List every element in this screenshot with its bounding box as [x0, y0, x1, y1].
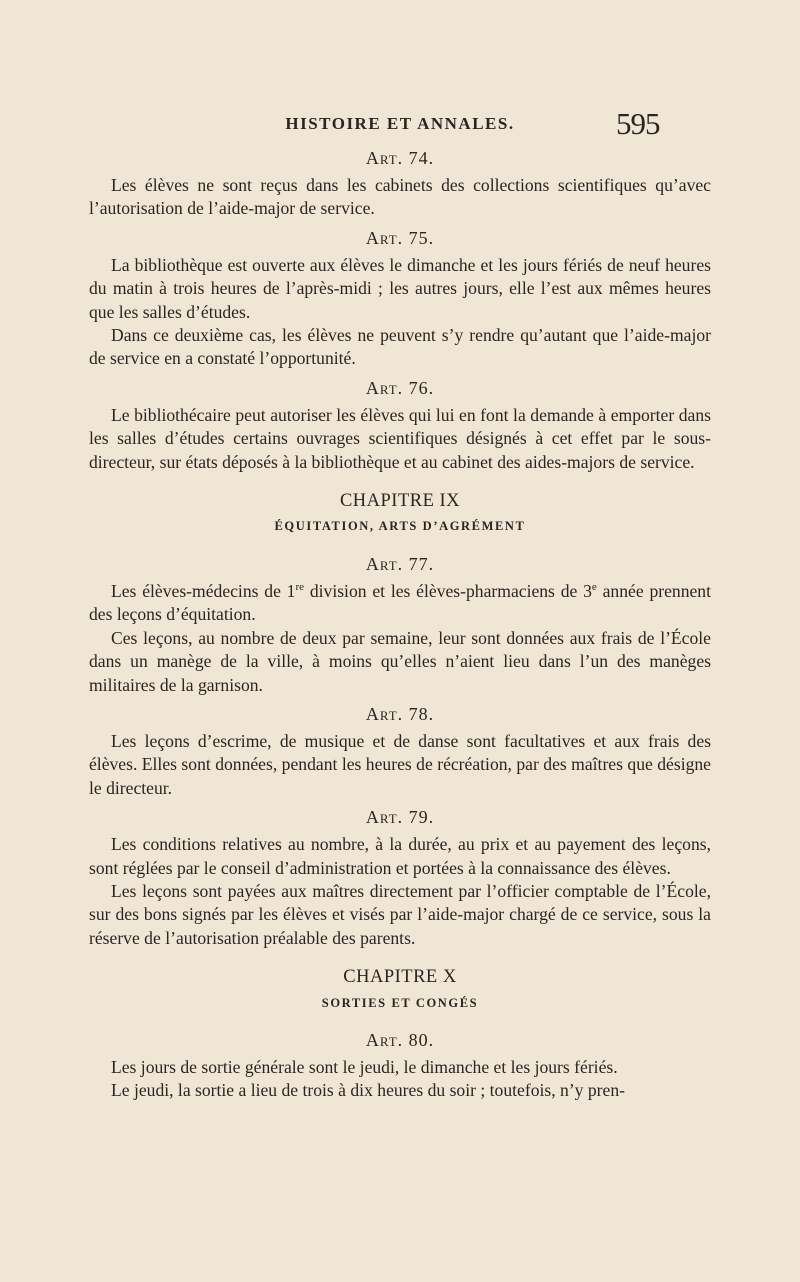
article-80-paragraph-2: Le jeudi, la sortie a lieu de trois à dix heures du soir ; toutefois, n’y pren-	[111, 1080, 625, 1101]
body-text	[89, 147, 711, 1103]
article-80-heading: Art. 80.	[365, 1029, 435, 1050]
article-75-heading: Art. 75.	[365, 227, 435, 248]
chapter-9-subtitle: ÉQUITATION, ARTS D’AGRÉMENT	[274, 519, 526, 534]
article-78-paragraph: Les leçons d’escrime, de musique et de danse sont facultatives et aux frais des élèves. Elles sont données, pendant les heures de récréation, par des maîtres que désigne le directeur.	[89, 730, 711, 798]
page-number: 595	[616, 106, 660, 141]
article-76-paragraph: Le bibliothécaire peut autoriser les élèves qui lui en font la demande à emporter dans les salles d’études certains ouvrages scientifiques désignés à cet effet par le sous-directeur, sur états déposés à la bibliothèque et au cabinet des aides-majors de service.	[89, 404, 711, 472]
article-74-paragraph: Les élèves ne sont reçus dans les cabinets des collections scientifiques qu’avec l’autorisation de l’aide-major de service.	[89, 175, 711, 219]
running-head	[0, 106, 800, 146]
article-77-heading: Art. 77.	[365, 553, 435, 574]
article-79-heading: Art. 79.	[365, 807, 435, 828]
ordinal-superscript: e	[591, 581, 597, 594]
article-74-heading: Art. 74.	[365, 148, 435, 168]
running-title: HISTOIRE ET ANNALES.	[285, 114, 515, 133]
chapter-9-title: CHAPITRE IX	[339, 491, 461, 512]
article-80-paragraph-1: Les jours de sortie générale sont le jeudi, le dimanche et les jours fériés.	[111, 1056, 618, 1077]
ordinal-superscript: re	[295, 581, 305, 594]
article-78-heading: Art. 78.	[365, 703, 435, 724]
text-segment: division et les élèves-pharmaciens de 3	[304, 580, 592, 601]
article-76-heading: Art. 76.	[365, 377, 435, 398]
article-75-paragraph-2: Dans ce deuxième cas, les élèves ne peuvent s’y rendre qu’autant que l’aide-major de service en a constaté l’opportunité.	[89, 325, 711, 369]
article-79-paragraph-2: Les leçons sont payées aux maîtres directement par l’officier comptable de l’École, sur des bons signés par les élèves et visés par l’aide-major chargé de ce service, sous la réserve de l’autorisation préalable des parents.	[89, 880, 711, 948]
text-segment: Les élèves-médecins de 1	[111, 580, 296, 601]
text-segment: année prennent des leçons d’équitation.	[89, 580, 711, 625]
article-75-paragraph-1: La bibliothèque est ouverte aux élèves le dimanche et les jours fériés de neuf heures du matin à trois heures de l’après-midi ; les autres jours, elle l’est aux mêmes heures que les salles d’études.	[89, 254, 711, 322]
article-77-paragraph-2: Ces leçons, au nombre de deux par semaine, leur sont données aux frais de l’École dans un manège de la ville, à moins qu’elles n’aient lieu dans l’un des manèges militaires de la garnison.	[89, 627, 711, 695]
article-77-paragraph-1	[89, 580, 711, 627]
chapter-10-subtitle: SORTIES ET CONGÉS	[321, 995, 479, 1010]
article-79-paragraph-1: Les conditions relatives au nombre, à la durée, au prix et au payement des leçons, sont réglées par le conseil d’administration et portées à la connaissance des élèves.	[89, 834, 711, 878]
chapter-10-title: CHAPITRE X	[343, 967, 457, 988]
